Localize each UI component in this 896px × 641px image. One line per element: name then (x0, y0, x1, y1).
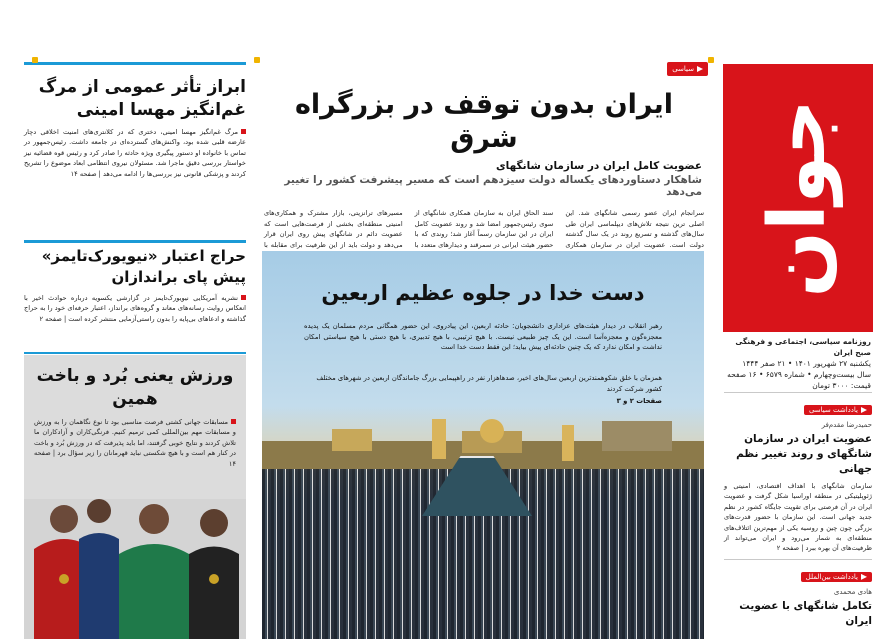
tag-arrow-icon (861, 574, 867, 580)
lead-subheadline-secondary: شاهکار دستاوردهای یکساله دولت سیزدهم است که مسیر پیشرفت کشور را تغییر می‌دهد (284, 174, 702, 198)
story-headline[interactable]: حراج اعتبار «نیویورک‌تایمز» پیش پای براندازان (41, 247, 246, 286)
photo-story-headline[interactable]: دست خدا در جلوه عظیم اربعین (321, 281, 645, 305)
bullet-icon (241, 295, 246, 300)
arbaeen-photo-story[interactable] (262, 251, 704, 639)
tag-arrow-icon (861, 407, 867, 413)
left-column-story-2 (24, 246, 246, 324)
top-blue-rule (24, 62, 246, 65)
logo-text: جوان (753, 98, 843, 298)
photo-story-page-ref: صفحات ۲ و ۳ (616, 397, 662, 405)
masthead-info-line: قیمت: ۳۰۰۰ تومان (812, 381, 871, 390)
section-tag-international-note[interactable]: یادداشت بین‌الملل (801, 572, 872, 582)
lead-body-column: مسیرهای ترانزیتی، بازار مشترک و همکاری‌های امنیتی منطقه‌ای بخشی از فرصت‌هایی است که عضویت دائم در شانگهای پیش روی ایران قرار می‌دهد و دولت باید از این ظرفیت برای مقابله با (263, 209, 403, 249)
story-body: نشریه آمریکایی نیویورک‌تایمز در گزارشی یکسویه درباره حوادث اخیر با انعکاس روایت رسانه‌های معاند و گروه‌های برانداز، اعتبار حرفه‌ای خود را به حراج گذاشته و ادعاهای بی‌پایه را بدون راستی‌آزمایی منتشر کرده است | صفحه ۲ (24, 294, 246, 323)
story-body: مرگ غم‌انگیز مهسا امینی، دختری که در کلانتری‌های امنیت اخلاقی دچار عارضه قلبی شده بود، واکنش‌های گسترده‌ای در جامعه داشت. رئیس‌جمهور در تماس با خانواده او دستور پیگیری ویژه حادثه را صادر کرد و رئیس قوه قضائیه نیز خواستار بررسی دقیق ماجرا شد. مسئولان نیروی انتظامی ابعاد موضوع را تشریح کردند و پزشکی قانونی نیز بررسی‌ها را ادامه می‌دهد | صفحه ۱۴ (24, 128, 246, 178)
opinion-headline[interactable]: تکامل شانگهای با عضویت ایران (739, 599, 872, 627)
divider (724, 559, 872, 560)
corner-dot-icon (708, 57, 714, 63)
lead-body-column: سرانجام ایران عضو رسمی شانگهای شد. این اصلی ترین نتیجه تلاش‌های دیپلماسی ایران طی سال‌های گذشته و تسریع روند در یک سال گذشته دولت است. عضویت ایران در سازمان همکاری (565, 209, 704, 249)
left-column-story-3 (24, 355, 246, 639)
bottom-left-rule (24, 352, 246, 354)
right-opinion-column (724, 392, 872, 629)
lead-headline[interactable]: ایران بدون توقف در بزرگراه شرق (294, 89, 674, 154)
masthead-info-line: یکشنبه ۲۷ شهریور ۱۴۰۱ • ۲۱ صفر ۱۴۴۴ (742, 359, 871, 368)
story-body: مسابقات جهانی کشتی فرصت مناسبی بود تا نوع نگاهمان را به ورزش و مسابقات مهم بین‌المللی کمی ترمیم کنیم. فرنگی‌کاران و آزادکاران ما تلاش کردند و نتایج خوبی گرفتند، اما باید پذیرفت که در ورزش بُرد و باخت در کنار هم است و با هیچ شکستی نباید قهرمانان را زیر سؤال برد | صفحه ۱۴ (34, 418, 236, 468)
author-name: حمیدرضا مقدم‌فر (821, 421, 872, 429)
masthead-info-line: سال بیست‌وچهارم • شماره ۶۵۷۹ • ۱۶ صفحه (727, 370, 871, 379)
story-headline[interactable]: ورزش یعنی بُرد و باخت همین (36, 366, 234, 409)
opinion-headline[interactable]: عضویت ایران در سازمان شانگهای و روند تغییر نظم جهانی (736, 433, 872, 475)
lead-story (260, 62, 708, 282)
opinion-body: سازمان شانگهای با اهداف اقتصادی، امنیتی و ژئوپلیتیکی در منطقه اوراسیا شکل گرفت و عضویت ایران در آن فرصتی برای تقویت جایگاه کشور در نظم جدید جهانی است. این سازمان با حضور قدرت‌های بزرگی چون چین و روسیه یکی از مهم‌ترین ائتلاف‌های منطقه‌ای به شمار می‌رود و ایران می‌تواند از ظرفیت‌های آن بهره ببرد | صفحه ۲ (724, 482, 872, 553)
masthead-logo-block (723, 64, 873, 332)
masthead-info-line: روزنامه سیاسی، اجتماعی و فرهنگی صبح ایران (735, 337, 871, 357)
photo-story-body: رهبر انقلاب در دیدار هیئت‌های عزاداری دانشجویان: حادثه اربعین، این پیادروی، این حضور همگانی مردم مسلمان یک پدیده معجزه‌گون و معجزه‌آسا است. این یک چیز طبیعی نیست. با هیچ ترتیبی، با هیچ تدبیری، با هیچ دستی با هیچ سیاستی امکان نداشت و امکان ندارد که یک چنین حادثه‌ای پیش بیاید؛ این فقط دست خدا است (304, 322, 662, 352)
divider (724, 392, 872, 393)
masthead-info (725, 336, 871, 391)
section-tag-politics[interactable]: سیاسی (667, 62, 708, 76)
left-column-story-1 (24, 76, 246, 179)
lead-subheadline: عضویت کامل ایران در سازمان شانگهای (496, 160, 702, 172)
story-headline[interactable]: ابراز تأثر عمومی از مرگ غم‌انگیز مهسا امینی (38, 77, 246, 120)
newspaper-logo (723, 72, 873, 324)
bullet-icon (241, 129, 246, 134)
bullet-icon (231, 419, 236, 424)
tag-arrow-icon (697, 66, 703, 72)
lead-body-column: سند الحاق ایران به سازمان همکاری شانگهای از سوی رئیس‌جمهور امضا شد و روند عضویت کامل ایران در این سازمان رسماً آغاز شد؛ روندی که با حضور هیئت ایرانی در سمرقند و دیدارهای متعدد با (414, 209, 554, 249)
photo-story-body-secondary: همزمان با خلق شکوهمندترین اربعین سال‌های اخیر، صدها‌هزار نفر در راهپیمایی بزرگ جاماندگان اربعین در شهرهای مختلف کشور شرکت کردند (316, 374, 662, 393)
wrestlers-photo (24, 499, 246, 639)
author-name: هادی محمدی (833, 587, 872, 596)
section-tag-political-note[interactable]: یادداشت سیاسی (804, 405, 872, 415)
corner-dot-icon (32, 57, 38, 63)
mid-blue-rule (24, 240, 246, 243)
